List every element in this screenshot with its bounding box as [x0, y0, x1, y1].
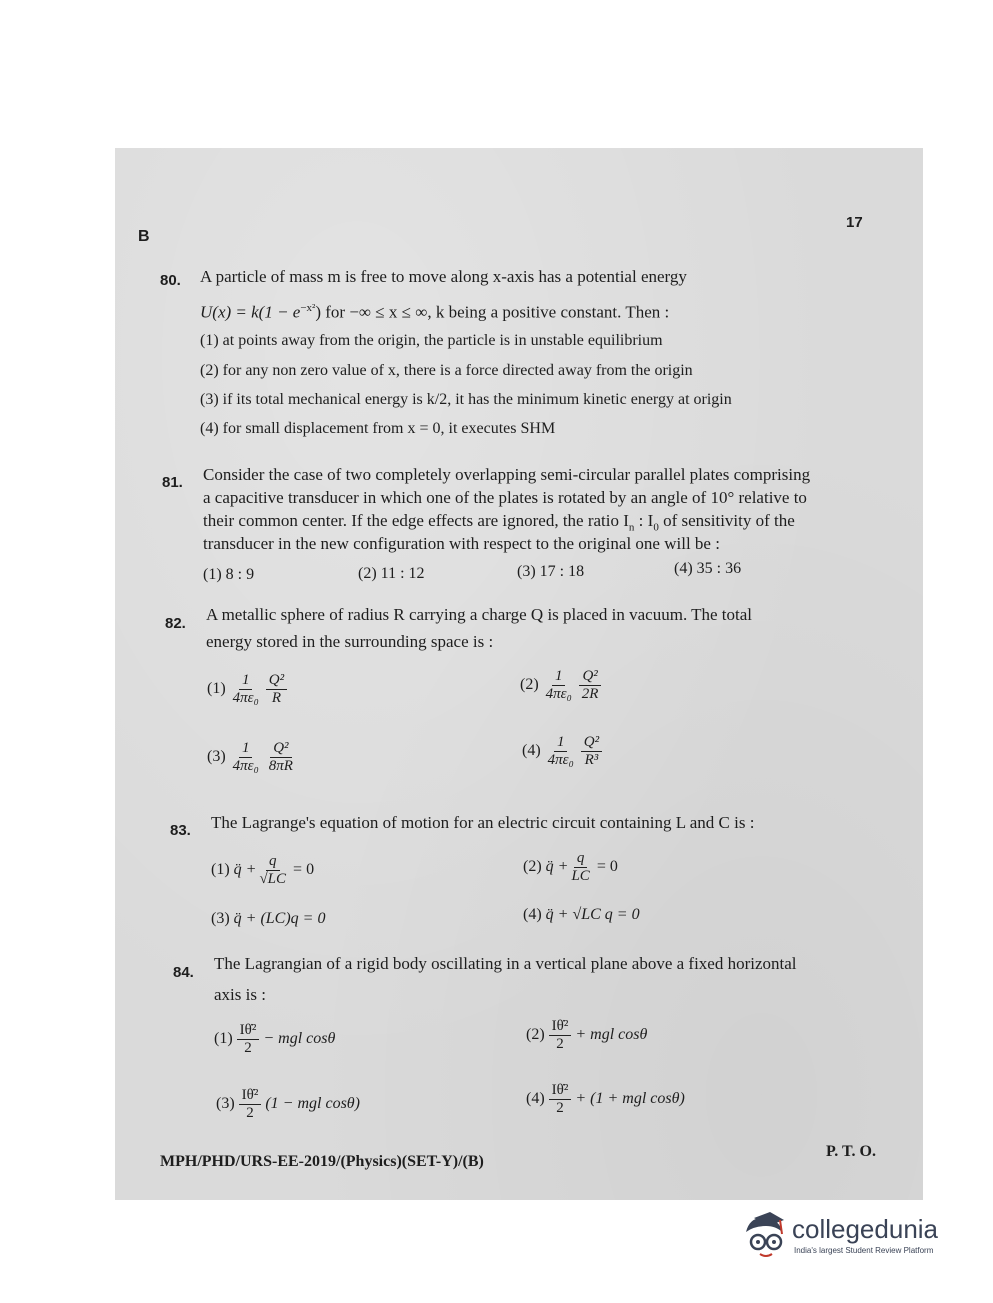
question-stem: The Lagrangian of a rigid body oscillating in a vertical plane above a fixed horizontal — [214, 954, 797, 973]
option-formula: (3) $\frac{1}{\text{4πε₀}}$ $\frac{\text{Q²}}{8\pi R}$ — [207, 740, 293, 774]
question-stem: The Lagrange's equation of motion for an electric circuit containing L and C is : — [211, 813, 755, 832]
option-formula: (1) q̈ + $\frac{q}{√LC}$ = 0 — [211, 853, 315, 887]
option-formula: (2) $\frac{\text{Iθ̇²}}{2}$ + mgl cosθ — [526, 1018, 648, 1052]
stem-text: their common center. If the edge effects are ignored, the ratio I — [203, 511, 629, 530]
question-stem: Consider the case of two completely overlapping semi-circular parallel plates comprising — [203, 465, 811, 484]
option: (3) 17 : 18 — [517, 563, 585, 580]
pto-label: P. T. O. — [826, 1143, 876, 1160]
paper-code: MPH/PHD/URS-EE-2019/(Physics)(SET-Y)/(B) — [160, 1153, 484, 1170]
option: (2) for any non zero value of x, there is a force directed away from the origin — [200, 362, 693, 379]
option-formula: (1) $\frac{1}{\text{4πε₀}}$ $\frac{\text{Q²}}{R}$ — [207, 672, 287, 707]
option: (4) 35 : 36 — [674, 560, 742, 577]
question-stem: a capacitive transducer in which one of the plates is rotated by an angle of 10° relative to — [203, 488, 807, 507]
brand-tagline: India's largest Student Review Platform — [794, 1246, 934, 1255]
option-formula: (2) q̈ + $\frac{q}{LC}$ = 0 — [523, 850, 618, 884]
option-formula: (3) q̈ + (LC)q = 0 — [211, 910, 326, 927]
page-number: 17 — [846, 214, 863, 231]
option: (4) for small displacement from x = 0, it executes SHM — [200, 420, 556, 437]
option-formula: (3) $\frac{\text{Iθ̇²}}{2}$ (1 − mgl cosθ) — [216, 1087, 360, 1121]
option-formula: (2) $\frac{1}{\text{4πε₀}}$ $\frac{\text{Q²}}{2R}$ — [520, 668, 601, 703]
option: (2) 11 : 12 — [358, 565, 425, 582]
question-number: 83. — [170, 822, 191, 839]
exponent: −x² — [300, 302, 316, 314]
question-number: 80. — [160, 272, 181, 289]
question-number: 82. — [165, 615, 186, 632]
question-number: 84. — [173, 964, 194, 981]
mascot-icon — [740, 1212, 790, 1260]
potential-expression: U(x) = k(1 − e — [200, 302, 301, 322]
option-formula: (4) q̈ + √LC q = 0 — [523, 906, 640, 923]
question-stem: A particle of mass m is free to move along x-axis has a potential energy — [200, 267, 687, 286]
question-number: 81. — [162, 474, 183, 491]
option-formula: (1) $\frac{\text{Iθ̇²}}{2}$ − mgl cosθ — [214, 1022, 336, 1056]
question-stem: transducer in the new configuration with respect to the original one will be : — [203, 534, 720, 553]
question-stem: energy stored in the surrounding space is : — [206, 632, 494, 651]
question-stem-ratio: their common center. If the edge effects are ignored, the ratio $I_n$ : $I_0$ of sensitivity of the — [203, 511, 795, 534]
question-stem: axis is : — [214, 985, 266, 1004]
collegedunia-logo — [740, 1212, 965, 1262]
option: (1) at points away from the origin, the particle is in unstable equilibrium — [200, 332, 663, 349]
option-formula: (4) $\frac{\text{Iθ̇²}}{2}$ + (1 + mgl cosθ) — [526, 1082, 685, 1116]
set-code: B — [138, 228, 150, 245]
option: (1) 8 : 9 — [203, 566, 255, 583]
potential-range: ) for −∞ ≤ x ≤ ∞, k being a positive constant. Then : — [315, 302, 670, 322]
question-stem: A metallic sphere of radius R carrying a charge Q is placed in vacuum. The total — [206, 605, 753, 624]
option: (3) if its total mechanical energy is k/2, it has the minimum kinetic energy at origin — [200, 391, 732, 408]
brand-name: collegedunia — [792, 1214, 939, 1244]
option-formula: (4) $\frac{1}{\text{4πε₀}}$ $\frac{\text{Q²}}{\text{R³}}$ — [522, 734, 602, 769]
question-stem-math — [200, 297, 669, 324]
